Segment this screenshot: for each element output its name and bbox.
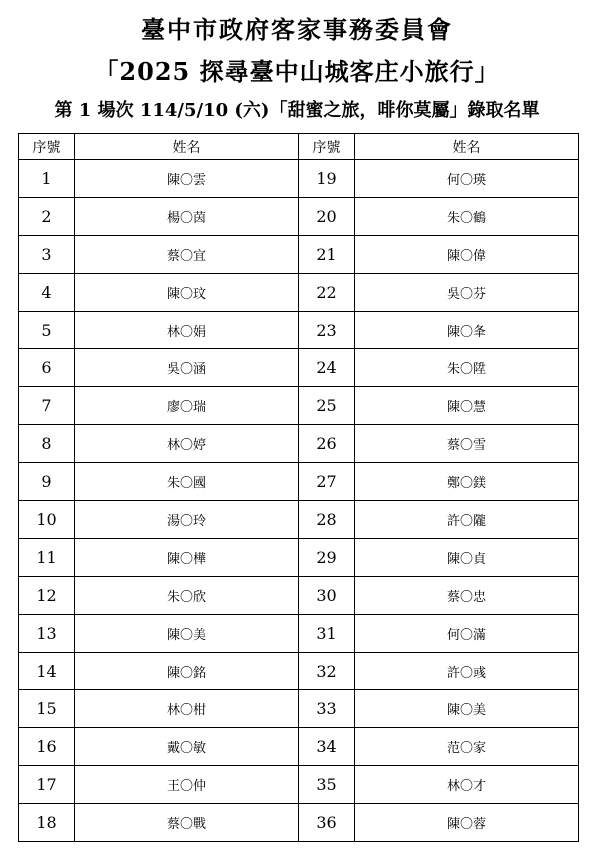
table-header-row xyxy=(19,134,579,160)
row-name-cell: 范〇家 xyxy=(355,728,579,766)
row-name-cell: 陳〇樺 xyxy=(75,538,299,576)
row-name-cell: 何〇瑛 xyxy=(355,160,579,198)
row-number-cell: 29 xyxy=(299,538,355,576)
row-number-cell: 5 xyxy=(19,311,75,349)
row-name-cell: 陳〇貞 xyxy=(355,538,579,576)
table-row xyxy=(19,728,579,766)
row-name-cell: 陳〇偉 xyxy=(355,235,579,273)
row-name-cell: 林〇婷 xyxy=(75,425,299,463)
table-row xyxy=(19,235,579,273)
column-header-name: 姓名 xyxy=(355,134,579,160)
row-number-cell: 15 xyxy=(19,690,75,728)
row-number-cell: 17 xyxy=(19,766,75,804)
table-row xyxy=(19,501,579,539)
table-row xyxy=(19,690,579,728)
row-name-cell: 陳〇銘 xyxy=(75,652,299,690)
row-number-cell: 27 xyxy=(299,463,355,501)
column-header-number: 序號 xyxy=(19,134,75,160)
row-number-cell: 21 xyxy=(299,235,355,273)
row-name-cell: 朱〇鶴 xyxy=(355,197,579,235)
row-name-cell: 林〇柑 xyxy=(75,690,299,728)
table-row xyxy=(19,160,579,198)
row-number-cell: 23 xyxy=(299,311,355,349)
row-number-cell: 30 xyxy=(299,576,355,614)
row-number-cell: 12 xyxy=(19,576,75,614)
table-row xyxy=(19,349,579,387)
row-number-cell: 32 xyxy=(299,652,355,690)
event-title: 「2025 探尋臺中山城客庄小旅行」 xyxy=(94,57,500,86)
row-number-cell: 22 xyxy=(299,273,355,311)
row-number-cell: 20 xyxy=(299,197,355,235)
row-number-cell: 18 xyxy=(19,804,75,842)
row-number-cell: 6 xyxy=(19,349,75,387)
row-name-cell: 朱〇國 xyxy=(75,463,299,501)
row-number-cell: 31 xyxy=(299,614,355,652)
row-name-cell: 王〇仲 xyxy=(75,766,299,804)
row-name-cell: 吳〇芬 xyxy=(355,273,579,311)
session-title: 第 1 場次 114/5/10 (六)「甜蜜之旅，啡你莫屬」錄取名單 xyxy=(54,100,540,121)
row-name-cell: 戴〇敏 xyxy=(75,728,299,766)
row-name-cell: 何〇滿 xyxy=(355,614,579,652)
row-name-cell: 陳〇慧 xyxy=(355,387,579,425)
row-number-cell: 13 xyxy=(19,614,75,652)
row-name-cell: 楊〇茵 xyxy=(75,197,299,235)
row-name-cell: 廖〇瑞 xyxy=(75,387,299,425)
row-number-cell: 34 xyxy=(299,728,355,766)
row-number-cell: 36 xyxy=(299,804,355,842)
row-name-cell: 蔡〇戰 xyxy=(75,804,299,842)
row-name-cell: 蔡〇宜 xyxy=(75,235,299,273)
table-row xyxy=(19,425,579,463)
table-row xyxy=(19,311,579,349)
row-name-cell: 鄭〇鎂 xyxy=(355,463,579,501)
row-number-cell: 10 xyxy=(19,501,75,539)
row-name-cell: 陳〇夆 xyxy=(355,311,579,349)
table-row xyxy=(19,387,579,425)
table-row xyxy=(19,197,579,235)
row-number-cell: 3 xyxy=(19,235,75,273)
row-number-cell: 9 xyxy=(19,463,75,501)
row-name-cell: 許〇彧 xyxy=(355,652,579,690)
row-name-cell: 陳〇美 xyxy=(75,614,299,652)
row-number-cell: 24 xyxy=(299,349,355,387)
row-number-cell: 4 xyxy=(19,273,75,311)
row-name-cell: 陳〇玟 xyxy=(75,273,299,311)
agency-title: 臺中市政府客家事務委員會 xyxy=(141,15,453,44)
row-number-cell: 7 xyxy=(19,387,75,425)
column-header-number: 序號 xyxy=(299,134,355,160)
row-name-cell: 林〇才 xyxy=(355,766,579,804)
row-number-cell: 25 xyxy=(299,387,355,425)
row-number-cell: 1 xyxy=(19,160,75,198)
row-name-cell: 林〇娟 xyxy=(75,311,299,349)
row-name-cell: 吳〇涵 xyxy=(75,349,299,387)
row-name-cell: 陳〇蓉 xyxy=(355,804,579,842)
table-row xyxy=(19,766,579,804)
table-row xyxy=(19,804,579,842)
row-name-cell: 陳〇雲 xyxy=(75,160,299,198)
row-name-cell: 朱〇欣 xyxy=(75,576,299,614)
table-row xyxy=(19,538,579,576)
row-number-cell: 14 xyxy=(19,652,75,690)
column-header-name: 姓名 xyxy=(75,134,299,160)
table-row xyxy=(19,273,579,311)
row-number-cell: 8 xyxy=(19,425,75,463)
row-name-cell: 蔡〇忠 xyxy=(355,576,579,614)
row-number-cell: 16 xyxy=(19,728,75,766)
table-row xyxy=(19,463,579,501)
row-number-cell: 28 xyxy=(299,501,355,539)
row-name-cell: 湯〇玲 xyxy=(75,501,299,539)
row-number-cell: 26 xyxy=(299,425,355,463)
row-name-cell: 蔡〇雪 xyxy=(355,425,579,463)
table-row xyxy=(19,652,579,690)
table-row xyxy=(19,614,579,652)
row-name-cell: 許〇隴 xyxy=(355,501,579,539)
row-number-cell: 2 xyxy=(19,197,75,235)
row-name-cell: 朱〇陞 xyxy=(355,349,579,387)
row-number-cell: 35 xyxy=(299,766,355,804)
admission-list-table xyxy=(18,133,579,842)
row-name-cell: 陳〇美 xyxy=(355,690,579,728)
row-number-cell: 33 xyxy=(299,690,355,728)
row-number-cell: 19 xyxy=(299,160,355,198)
table-row xyxy=(19,576,579,614)
row-number-cell: 11 xyxy=(19,538,75,576)
